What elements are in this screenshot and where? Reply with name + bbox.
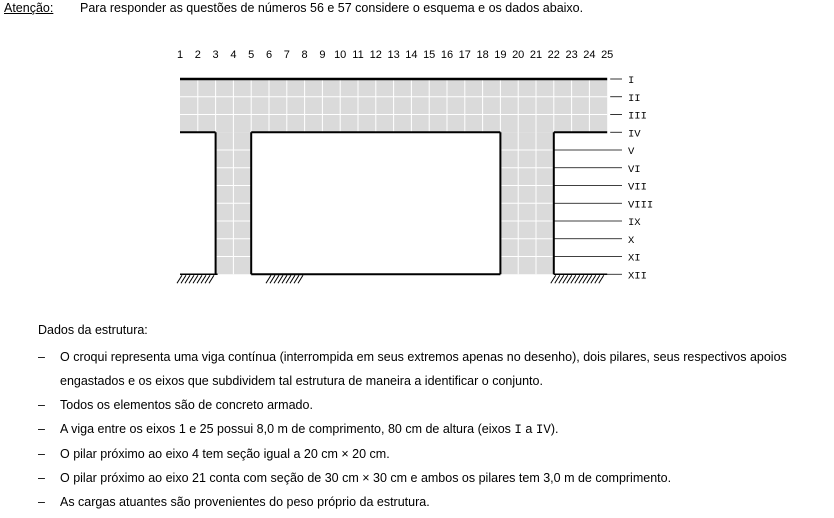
dados-list bbox=[38, 345, 830, 514]
axis-number-label: 5 bbox=[248, 49, 255, 61]
bullet-dash: – bbox=[38, 447, 45, 461]
row-label: VII bbox=[628, 181, 647, 194]
dados-bullet bbox=[38, 393, 830, 417]
row-label: II bbox=[628, 92, 641, 105]
axis-number-label: 2 bbox=[194, 49, 201, 61]
bullet-text: O pilar próximo ao eixo 4 tem seção igual a 20 cm × 20 cm. bbox=[60, 447, 390, 461]
row-label: IV bbox=[628, 128, 641, 141]
axis-number-label: 24 bbox=[583, 49, 596, 61]
axis-number-label: 22 bbox=[547, 49, 560, 61]
bullet-dash: – bbox=[38, 350, 45, 364]
dados-bullet bbox=[38, 490, 830, 514]
axis-number-label: 8 bbox=[301, 49, 308, 61]
bullet-dash: – bbox=[38, 398, 45, 412]
bullet-text: a bbox=[521, 422, 536, 436]
axis-number-label: 12 bbox=[369, 49, 382, 61]
dados-bullet bbox=[38, 442, 830, 466]
bullet-text: A viga entre os eixos 1 e 25 possui 8,0 m de comprimento, 80 cm de altura (eixos bbox=[60, 422, 515, 436]
axis-number-label: 1 bbox=[176, 49, 184, 61]
row-label: I bbox=[628, 75, 635, 87]
bullet-dash: – bbox=[38, 422, 45, 436]
instruction-text: Para responder as questões de números 56 e 57 considere o esquema e os dados abaixo. bbox=[80, 1, 584, 15]
axis-reference: I bbox=[514, 423, 522, 437]
axis-number-label: 3 bbox=[212, 49, 219, 61]
axis-number-label: 23 bbox=[565, 49, 578, 61]
dados-bullet bbox=[38, 466, 830, 490]
axis-number-label: 19 bbox=[494, 49, 507, 61]
bullet-text: As cargas atuantes são provenientes do peso próprio da estrutura. bbox=[60, 495, 430, 509]
bullet-text: ). bbox=[550, 422, 559, 436]
axis-number-label: 21 bbox=[529, 49, 543, 61]
row-label: V bbox=[628, 146, 635, 158]
axis-number-label: 6 bbox=[265, 49, 273, 61]
attention-label: Atenção: bbox=[4, 1, 54, 15]
row-label: XII bbox=[628, 270, 647, 283]
bullet-dash: – bbox=[38, 495, 45, 509]
axis-number-label: 13 bbox=[387, 49, 400, 61]
axis-number-label: 10 bbox=[334, 49, 347, 61]
axis-number-label: 14 bbox=[405, 49, 418, 61]
axis-reference: IV bbox=[535, 423, 551, 437]
row-label: XI bbox=[628, 252, 641, 265]
axis-number-label: 7 bbox=[283, 49, 290, 61]
axis-number-label: 17 bbox=[458, 49, 471, 61]
dados-title: Dados da estrutura: bbox=[38, 323, 148, 337]
row-label: IX bbox=[628, 217, 641, 229]
axis-number-label: 16 bbox=[440, 49, 454, 61]
row-label: VIII bbox=[628, 199, 654, 212]
row-label: III bbox=[628, 110, 647, 123]
row-label: VI bbox=[628, 163, 641, 176]
axis-number-label: 20 bbox=[512, 49, 525, 61]
bullet-text: O pilar próximo ao eixo 21 conta com seção de 30 cm × 30 cm e ambos os pilares tem 3,0 m de comprimento. bbox=[60, 471, 672, 485]
dados-bullet bbox=[38, 345, 830, 393]
axis-number-label: 4 bbox=[230, 49, 237, 61]
axis-number-label: 11 bbox=[352, 49, 364, 61]
dados-bullet bbox=[38, 417, 830, 442]
axis-number-label: 25 bbox=[601, 49, 614, 61]
bullet-dash: – bbox=[38, 471, 45, 485]
axis-number-label: 18 bbox=[476, 49, 489, 61]
axis-number-label: 9 bbox=[319, 49, 326, 61]
axis-number-label: 15 bbox=[423, 49, 436, 61]
row-label: X bbox=[628, 234, 635, 247]
bullet-text: O croqui representa uma viga contínua (interrompida em seus extremos apenas no desenho), dois pilares, seus respectivos apoios engastados e os eixos que subdividem tal estrutura de maneira a identificar o conjunto. bbox=[60, 350, 787, 388]
bullet-text: Todos os elementos são de concreto armado. bbox=[60, 398, 313, 412]
